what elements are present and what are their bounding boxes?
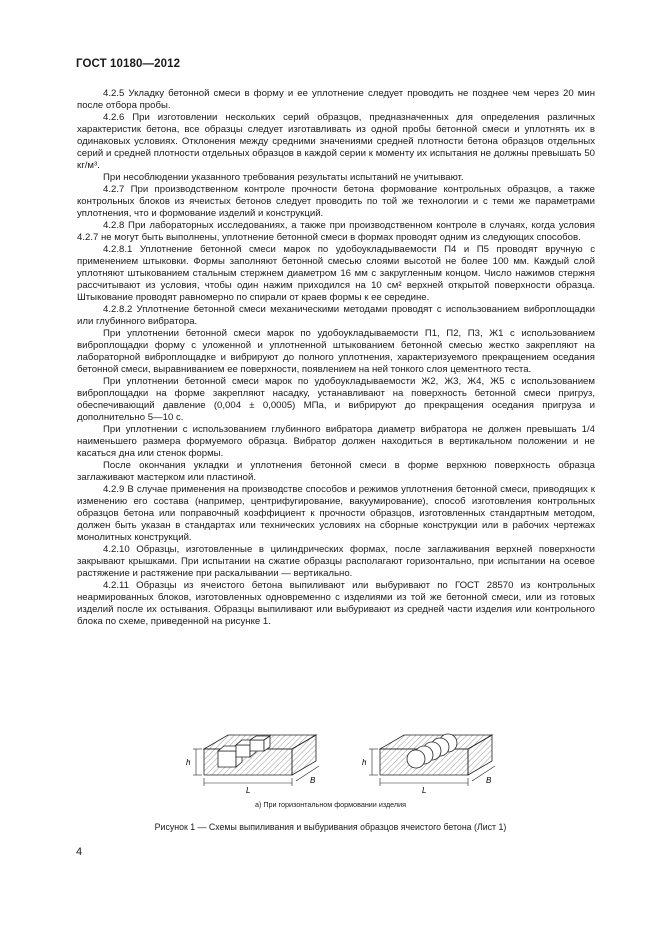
- paragraph: 4.2.7 При производственном контроле прочности бетона формование контрольных образцов, а также контрольных блоков из ячеистых бетонов следует проводить по той же технологии и с теми же параметрами уплотнения, что и формование изделий и конструкций.: [77, 184, 595, 219]
- label-l: L: [246, 786, 251, 795]
- figure-caption: Рисунок 1 — Схемы выпиливания и выбуривания образцов ячеистого бетона (Лист 1): [154, 822, 507, 832]
- label-b: B: [486, 776, 492, 785]
- page-number: 4: [76, 846, 83, 858]
- paragraph: 4.2.8 При лабораторных исследованиях, а также при производственном контроле в случаях, когда условия 4.2.7 не могут быть выполнены, уплотнение бетонной смеси в формах проводят одним из следующих способов.: [77, 220, 595, 243]
- paragraph: 4.2.9 В случае применения на производстве способов и режимов уплотнения бетонной смеси, приводящих к изменению его состава (например, центрифугирование, вакуумирование), способ изготовления контрольных образцов бетона или поправочный коэффициент к прочности образцов, изготовленных стандартным методом, должен быть указан в стандартах или технических условиях на сборные конструкции или в рабочих чертежах монолитных конструкций.: [77, 484, 595, 543]
- paragraph: 4.2.5 Укладку бетонной смеси в форму и ее уплотнение следует проводить не позднее чем через 20 мин после отбора пробы.: [77, 88, 595, 111]
- paragraph: При уплотнении бетонной смеси марок по удобоукладываемости Ж2, Ж3, Ж4, Ж5 с использованием виброплощадки на форме закрепляют насадку, устанавливают на поверхность бетонной смеси пригруз, обеспечивающий давление (0,004 ± 0,0005) МПа, и вибрируют до прекращения оседания пригруза и дополнительно 5—10 с.: [77, 376, 595, 423]
- paragraph: 4.2.8.1 Уплотнение бетонной смеси марок по удобоукладываемости П4 и П5 проводят вручную с применением штыковки. Формы заполняют бетонной смесью слоями высотой не более 100 мм. Каждый слой уплотняют штыкованием стальным стержнем диаметром 16 мм с закругленным концом. Число нажимов стержня рассчитывают из условия, чтобы один нажим приходился на 10 см² верхней открытой поверхности образца. Штыкование проводят равномерно по спирали от краев формы к ее середине.: [77, 244, 595, 303]
- paragraph: При несоблюдении указанного требования результаты испытаний не учитывают.: [103, 172, 464, 183]
- paragraph: После окончания укладки и уплотнения бетонной смеси в форме верхнюю поверхность образца заглаживают мастерком или пластиной.: [77, 460, 595, 483]
- page-header: ГОСТ 10180—2012: [76, 58, 181, 70]
- body-text: [77, 88, 595, 628]
- label-h: h: [186, 758, 191, 767]
- figure-sawing-diagram: [180, 727, 330, 797]
- paragraph: 4.2.8.2 Уплотнение бетонной смеси механическими методами проводят с использованием виброплощадки или глубинного вибратора.: [77, 304, 595, 327]
- paragraph: 4.2.6 При изготовлении нескольких серий образцов, предназначенных для определения различных характеристик бетона, все образцы следует изготавливать из одной пробы бетонной смеси и уплотнять их в одинаковых условиях. Отклонения между средними значениями средней плотности бетона образцов отдельных серий и средней плотности отдельных образцов в каждой серии к моменту их испытания не должны превышать 50 кг/м³.: [77, 112, 595, 171]
- figure-subcaption: а) При горизонтальном формовании изделия: [254, 800, 407, 809]
- paragraph: 4.2.10 Образцы, изготовленные в цилиндрических формах, после заглаживания верхней поверхности закрывают крышками. При испытании на сжатие образцы располагают горизонтально, при испытании на осевое растяжение и растяжение при раскалывании — вертикально.: [77, 544, 595, 579]
- label-h: h: [362, 758, 367, 767]
- paragraph: При уплотнении бетонной смеси марок по удобоукладываемости П1, П2, П3, Ж1 с использованием виброплощадки форму с уложенной и уплотненной штыкованием бетонной смесью жестко закрепляют на лабораторной виброплощадке и вибрируют до полного уплотнения, характеризуемого прекращением оседания бетонной смеси, выравниванием ее поверхности, появлением на ней тонкого слоя цементного теста.: [77, 328, 595, 375]
- figure-drilling-diagram: [356, 727, 506, 797]
- paragraph: При уплотнении с использованием глубинного вибратора диаметр вибратора не должен превышать 1/4 наименьшего размера формуемого образца. Вибратор должен находиться в вертикальном положении и не касаться дна или стенок формы.: [77, 424, 595, 459]
- label-l: L: [422, 786, 427, 795]
- label-b: B: [310, 776, 316, 785]
- paragraph: 4.2.11 Образцы из ячеистого бетона выпиливают или выбуривают по ГОСТ 28570 из контрольных неармированных блоков, изготовленных одновременно с изделиями из той же бетонной смеси, или из готовых изделий после их остывания. Образцы выпиливают или выбуривают из средней части изделия или контрольного блока по схеме, приведенной на рисунке 1.: [77, 580, 595, 627]
